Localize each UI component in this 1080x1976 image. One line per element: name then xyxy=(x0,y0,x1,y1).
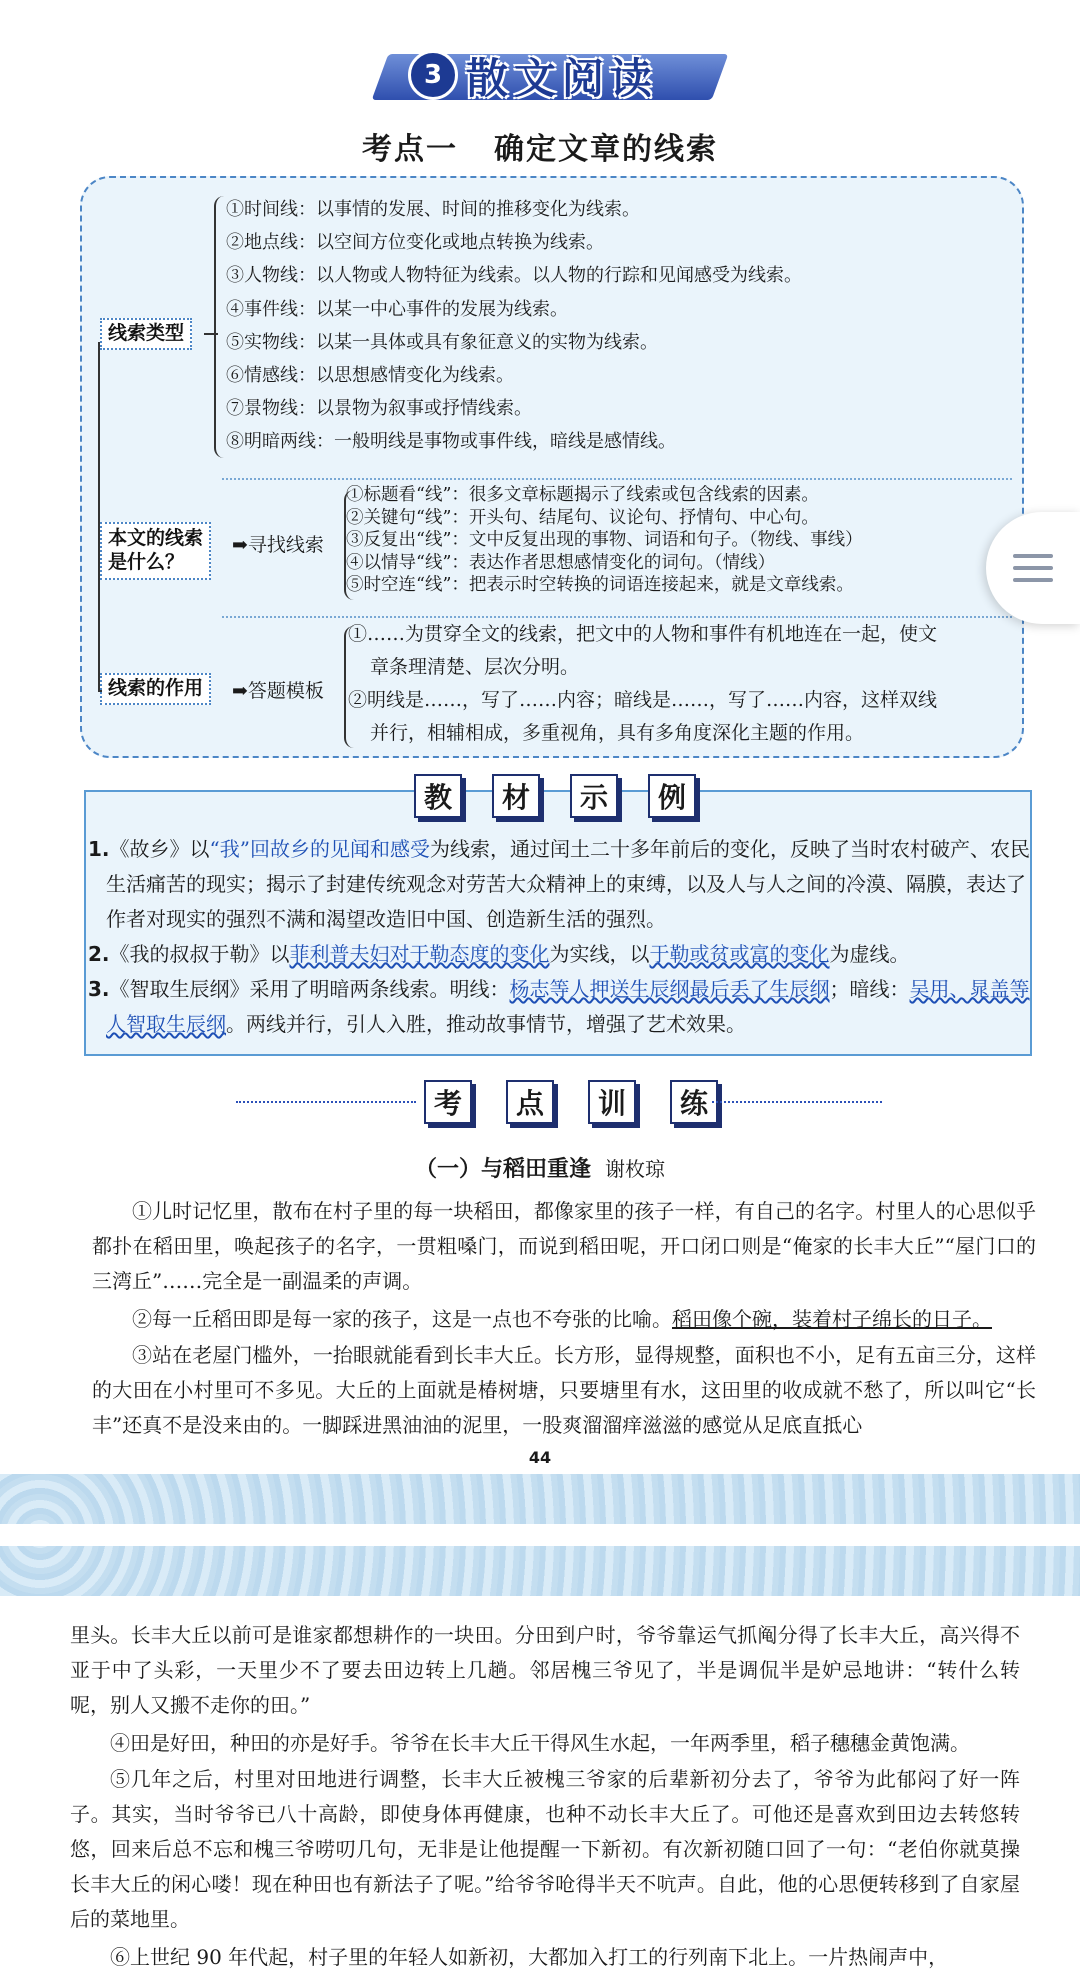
example-text: 为实线，以 xyxy=(549,942,650,966)
list-item: ②地点线：以空间方位变化或地点转换为线索。 xyxy=(226,232,604,254)
divider xyxy=(222,478,1012,480)
tag-find-clue-line-2: 是什么？ xyxy=(108,550,185,573)
example-text: 为线索，通过闰土二十多年前后的变化，反映了当时农村破产、农民生活痛苦的现实；揭示了封建传统观念对劳苦大众精神上的束缚，以及人与人之间的冷漠、隔膜，表达了作者对现实的强烈不满和渴望改造旧中国、创造新生活的强烈。 xyxy=(106,837,1030,931)
examples-list xyxy=(88,832,1032,1042)
article-title-text: （一）与稻田重逢 xyxy=(414,1156,591,1182)
list-item: ①标题看“线”：很多文章标题揭示了线索或包含线索的因素。 xyxy=(346,485,819,505)
heading-tile: 教 xyxy=(414,774,462,818)
decorative-page-break xyxy=(0,1474,1080,1596)
title-part-1: 考点一 xyxy=(362,132,458,167)
map-branch-3 xyxy=(98,690,102,692)
list-item: ⑦景物线：以景物为叙事或抒情线索。 xyxy=(226,398,532,420)
example-text: ；暗线： xyxy=(829,977,910,1001)
example-highlight: 于勒或贫或富的变化 xyxy=(649,942,830,966)
page-number: 44 xyxy=(528,1448,552,1467)
example-highlight: 吴用、晁盖等人智取生辰纲 xyxy=(106,977,1030,1036)
heading-tile: 训 xyxy=(588,1080,636,1124)
example-highlight: 菲利普夫妇对于勒态度的变化 xyxy=(289,942,550,966)
item-number: 3. xyxy=(88,977,110,1001)
list-item: ②关键句“线”：开头句、结尾句、议论句、抒情句、中心句。 xyxy=(346,507,819,528)
map-trunk xyxy=(98,342,100,692)
example-item xyxy=(88,972,1032,1042)
example-text: 《故乡》以 xyxy=(109,837,210,861)
paragraph-3-continued: 里头。长丰大丘以前可是谁家都想耕作的一块田。分田到户时，爷爷靠运气抓阄分得了长丰大丘，高兴得不亚于中了头彩，一天里少不了要去田边转上几趟。邻居槐三爷见了，半是调侃半是妒忌地讲：“转什么转呢，别人又搬不走你的田。” xyxy=(70,1623,1020,1717)
book-stack-icon: 3 xyxy=(408,50,458,100)
heading-tile: 考 xyxy=(424,1080,472,1124)
title-part-2: 确定文章的线索 xyxy=(494,132,718,167)
item-number: 1. xyxy=(88,837,110,861)
list-item: ⑤时空连“线”：把表示时空转换的词语连接起来，就是文章线索。 xyxy=(346,575,854,595)
paragraph-5: ⑤几年之后，村里对田地进行调整，长丰大丘被槐三爷家的后辈新初分去了，爷爷为此郁闷了好一阵子。其实，当时爷爷已八十高龄，即使身体再健康，也种不动长丰大丘了。可他还是喜欢到田边去转悠转悠，回来后总不忘和槐三爷唠叨几句，无非是让他提醒一下新初。有次新初随口回了一句：“老伯你就莫操长丰大丘的闲心喽！现在种田也有新法子了呢。”给爷爷呛得半天不吭声。自此，他的心思便转移到了自家屋后的菜地里。 xyxy=(70,1767,1020,1931)
list-item: ②明线是……，写了……内容；暗线是……，写了……内容，这样双线 xyxy=(348,689,938,711)
hamburger-icon xyxy=(1013,566,1053,570)
example-text: 《我的叔叔于勒》以 xyxy=(109,942,290,966)
list-item: 并行，相辅相成，多重视角，具有多角度深化主题的作用。 xyxy=(370,722,865,744)
page-title xyxy=(0,124,1080,168)
examples-heading xyxy=(414,774,696,818)
example-item xyxy=(88,832,1032,937)
section-banner xyxy=(380,40,720,108)
heading-rule-left xyxy=(236,1101,416,1103)
heading-tile: 示 xyxy=(570,774,618,818)
paragraph-2-text: ②每一丘稻田即是每一家的孩子，这是一点也不夸张的比喻。 xyxy=(132,1307,672,1331)
list-item: ⑥情感线：以思想感情变化为线索。 xyxy=(226,365,514,387)
list-item: ④以情导“线”：表达作者思想感情变化的词句。（情线） xyxy=(346,552,776,573)
answer-template-list xyxy=(348,618,937,750)
heading-tile: 例 xyxy=(648,774,696,818)
heading-tile: 材 xyxy=(492,774,540,818)
hamburger-icon xyxy=(1013,578,1053,582)
hamburger-icon xyxy=(1013,554,1053,558)
list-item: ①时间线：以事情的发展、时间的推移变化为线索。 xyxy=(226,199,640,220)
paragraph-3: ③站在老屋门槛外，一抬眼就能看到长丰大丘。长方形，显得规整，面积也不小，足有五亩三分，这样的大田在小村里可不多见。大丘的上面就是椿树塘，只要塘里有水，这田里的收成就不愁了，所以叫它“长丰”还真不是没来由的。一脚踩进黑油油的泥里，一股爽溜溜痒滋滋的感觉从足底直抵心 xyxy=(92,1343,1036,1437)
example-text: 为虚线。 xyxy=(829,942,910,966)
tag-clue-function: 线索的作用 xyxy=(100,673,211,705)
page-break-gap xyxy=(0,1524,1080,1546)
example-item xyxy=(88,937,1032,972)
example-text: 。两线并行，引人入胜，推动故事情节，增强了艺术效果。 xyxy=(226,1012,746,1036)
paragraph-4: ④田是好田，种田的亦是好手。爷爷在长丰大丘干得风生水起，一年两季里，稻子穗穗金黄饱满。 xyxy=(110,1731,970,1755)
paragraph-2 xyxy=(92,1302,1036,1337)
example-text: 《智取生辰纲》采用了明暗两条线索。明线： xyxy=(109,977,510,1001)
list-item: ①……为贯穿全文的线索，把文中的人物和事件有机地连在一起，使文 xyxy=(348,623,938,645)
find-clue-list xyxy=(346,484,863,597)
list-item: ③反复出“线”：文中反复出现的事物、词语和句子。（物线、事线） xyxy=(346,530,863,550)
list-item: ⑤实物线：以某一具体或具有象征意义的实物为线索。 xyxy=(226,331,658,353)
tag-clue-types: 线索类型 xyxy=(100,318,192,350)
heading-tile: 点 xyxy=(506,1080,554,1124)
list-item: ⑧明暗两线：一般明线是事物或事件线，暗线是感情线。 xyxy=(226,431,676,453)
tag-find-clue xyxy=(100,522,211,580)
paragraph-1: ①儿时记忆里，散布在村子里的每一块稻田，都像家里的孩子一样，有自己的名字。村里人的心思似乎都扑在稻田里，唤起孩子的名字，一贯粗嗓门，而说到稻田呢，开口闭口则是“俺家的长丰大丘”“屋门口的三湾丘”……完全是一副温柔的声调。 xyxy=(92,1199,1036,1293)
tag-find-clue-line-1: 本文的线索 xyxy=(108,527,204,549)
list-item: ④事件线：以某一中心事件的发展为线索。 xyxy=(226,298,568,320)
training-heading xyxy=(424,1080,718,1124)
list-item: 章条理清楚、层次分明。 xyxy=(370,656,580,678)
paragraph-2-underlined: 稻田像个碗，装着村子绵长的日子。 xyxy=(672,1307,992,1331)
example-highlight: “我”回故乡的见闻和感受 xyxy=(209,837,430,861)
item-number: 2. xyxy=(88,942,110,966)
list-item: ③人物线：以人物或人物特征为线索。以人物的行踪和见闻感受为线索。 xyxy=(226,265,802,287)
banner-title: 散文阅读 xyxy=(466,54,659,103)
heading-tile: 练 xyxy=(670,1080,718,1124)
answer-template-label: ➡答题模板 xyxy=(232,680,324,702)
clue-types-list xyxy=(226,193,802,459)
heading-rule-right xyxy=(712,1101,882,1103)
find-clue-label: ➡寻找线索 xyxy=(232,534,324,556)
article-author: 谢枚琼 xyxy=(605,1157,665,1181)
paragraph-6: ⑥上世纪 90 年代起，村子里的年轻人如新初，大都加入打工的行列南下北上。一片热闹声中， xyxy=(110,1945,949,1969)
article-title xyxy=(0,1152,1080,1183)
example-highlight: 杨志等人押送生辰纲最后丢了生辰纲 xyxy=(509,977,830,1001)
